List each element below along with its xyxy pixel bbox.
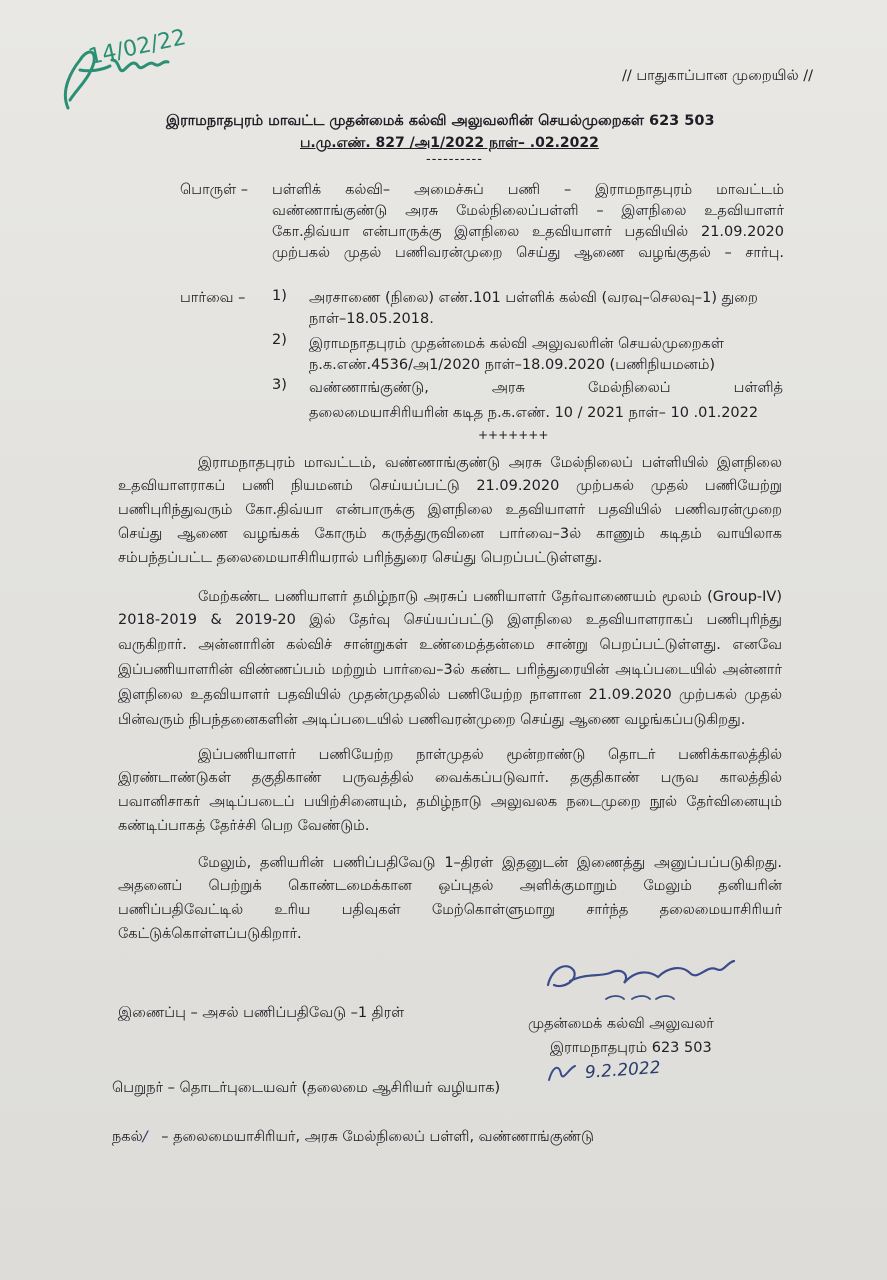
references-separator: +++++++ bbox=[478, 428, 549, 442]
handwritten-date: 9.2.2022 bbox=[584, 1057, 662, 1083]
subject-line: முற்பகல் முதல் பணிவரன்முறை செய்து ஆணை வழங்குதல் – சார்பு. bbox=[272, 245, 784, 261]
paragraph-line: கண்டிப்பாகத் தேர்ச்சி பெற வேண்டும். bbox=[118, 818, 370, 834]
officer-signature bbox=[540, 955, 750, 1015]
paragraph-line: சம்பந்தப்பட்ட தலைமையாசிரியரால் பரிந்துரை செய்து பெறப்பட்டுள்ளது. bbox=[118, 550, 603, 566]
paragraph-line: பணிப்பதிவேட்டில் உரிய பதிவுகள் மேற்கொள்ளுமாறு சார்ந்த தலைமையாசிரியர் bbox=[118, 902, 782, 918]
reference-1-line-1: அரசாணை (நிலை) எண்.101 பள்ளிக் கல்வி (வரவு–செலவு–1) துறை bbox=[309, 290, 758, 306]
reference-2-line-1: இராமநாதபுரம் முதன்மைக் கல்வி அலுவலரின் செயல்முறைகள் bbox=[309, 336, 724, 352]
reference-3-number: 3) bbox=[272, 377, 287, 393]
paragraph-line: 2018-2019 & 2019-20 இல் தேர்வு செய்யப்பட்டு இளநிலை உதவியாளராகப் பணிபுரிந்து bbox=[118, 612, 782, 628]
copy-to-line bbox=[112, 1127, 594, 1147]
reference-3-line-1: வண்ணாங்குண்டு, அரசு மேல்நிலைப் பள்ளித் bbox=[309, 380, 783, 396]
paragraph-line: உதவியாளராகப் பணி நியமனம் செய்யப்பட்டு 21.09.2020 முற்பகல் முதல் பணியேற்று bbox=[118, 478, 782, 494]
handwritten-date-mark bbox=[545, 1058, 585, 1088]
subject-line: பள்ளிக் கல்வி– அமைச்சுப் பணி – இராமநாதபுரம் மாவட்டம் bbox=[272, 182, 784, 198]
reference-1-number: 1) bbox=[272, 288, 287, 304]
enclosure-note: இணைப்பு – அசல் பணிப்பதிவேடு –1 திரள் bbox=[118, 1005, 405, 1021]
header-rule: ---------- bbox=[426, 152, 483, 167]
references-label: பார்வை – bbox=[180, 290, 246, 306]
handwritten-initial-signature bbox=[50, 25, 189, 130]
reference-number: ப.மு.எண். 827 /அ1/2022 நாள்– .02.2022 bbox=[300, 135, 599, 151]
paragraph-line: மேலும், தனியரின் பணிப்பதிவேடு 1–திரள் இதனுடன் இணைத்து அனுப்பப்படுகிறது. bbox=[198, 855, 782, 871]
subject-block bbox=[272, 180, 784, 263]
reference-3-line-2: தலைமையாசிரியரின் கடித ந.க.எண். 10 / 2021 நாள்– 10 .01.2022 bbox=[309, 405, 759, 421]
paragraph-line: மேற்கண்ட பணியாளர் தமிழ்நாடு அரசுப் பணியாளர் தேர்வாணையம் மூலம் (Group-IV) bbox=[198, 589, 782, 605]
paragraph-line: இளநிலை உதவியாளர் பதவியில் முதன்முதலில் பணியேற்ற நாளான 21.09.2020 முற்பகல் முதல் bbox=[118, 687, 782, 703]
reference-3-block bbox=[309, 378, 783, 398]
copy-tick-mark: / bbox=[142, 1129, 148, 1145]
paragraph-line: இப்பணியாளர் பணியேற்ற நாள்முதல் மூன்றாண்டு தொடர் பணிக்காலத்தில் bbox=[198, 747, 782, 763]
reference-2-number: 2) bbox=[272, 332, 287, 348]
office-title: இராமநாதபுரம் மாவட்ட முதன்மைக் கல்வி அலுவலரின் செயல்முறைகள் 623 503 bbox=[166, 113, 715, 129]
security-note: // பாதுகாப்பான முறையில் // bbox=[622, 68, 813, 84]
paragraph-4 bbox=[118, 852, 782, 946]
paragraph-line: இரண்டாண்டுகள் தகுதிகாண் பருவத்தில் வைக்கப்படுவார். தகுதிகாண் பருவ காலத்தில் bbox=[118, 770, 782, 786]
recipient-line: பெறுநர் – தொடர்புடையவர் (தலைமை ஆசிரியர் வழியாக) bbox=[112, 1080, 501, 1096]
paragraph-line: அதனைப் பெற்றுக் கொண்டமைக்கான ஒப்புதல் அளிக்குமாறும் மேலும் தனியரின் bbox=[118, 878, 782, 894]
signatory-title: முதன்மைக் கல்வி அலுவலர் bbox=[528, 1016, 714, 1032]
paragraph-line: இராமநாதபுரம் மாவட்டம், வண்ணாங்குண்டு அரசு மேல்நிலைப் பள்ளியில் இளநிலை bbox=[198, 455, 782, 471]
subject-label: பொருள் – bbox=[180, 182, 249, 198]
paragraph-line: பணிபுரிந்துவரும் கோ.திவ்யா என்பாருக்கு இளநிலை உதவியாளர் பதவியில் பணிவரன்முறை bbox=[118, 502, 782, 518]
signatory-place: இராமநாதபுரம் 623 503 bbox=[550, 1040, 712, 1056]
paragraph-line: வருகிறார். அன்னாரின் கல்விச் சான்றுகள் உண்மைத்தன்மை சான்று பெறப்பட்டுள்ளது. எனவே bbox=[118, 637, 782, 653]
paragraph-2 bbox=[118, 586, 782, 733]
paragraph-line: இப்பணியாளரின் விண்ணப்பம் மற்றும் பார்வை–3ல் கண்ட பரிந்துரையின் அடிப்படையில் அன்னார் bbox=[118, 662, 782, 678]
copy-to-text: – தலைமையாசிரியர், அரசு மேல்நிலைப் பள்ளி, வண்ணாங்குண்டு bbox=[156, 1129, 594, 1145]
initial-date: 14/02/22 bbox=[86, 25, 189, 71]
paragraph-line: பவானிசாகர் அடிப்படைப் பயிற்சினையும், தமிழ்நாடு அலுவலக நடைமுறை நூல் தேர்வினையும் bbox=[118, 794, 782, 810]
reference-2-line-2: ந.க.எண்.4536/அ1/2020 நாள்–18.09.2020 (பணிநியமனம்) bbox=[309, 357, 716, 373]
paragraph-1 bbox=[118, 452, 782, 570]
paragraph-line: செய்து ஆணை வழங்கக் கோரும் கருத்துருவினை பார்வை–3ல் காணும் கடிதம் வாயிலாக bbox=[118, 526, 782, 542]
subject-line: வண்ணாங்குண்டு அரசு மேல்நிலைப்பள்ளி – இளநிலை உதவியாளர் bbox=[272, 203, 784, 219]
copy-to-prefix: நகல் bbox=[112, 1129, 143, 1145]
subject-line: கோ.திவ்யா என்பாருக்கு இளநிலை உதவியாளர் பதவியில் 21.09.2020 bbox=[272, 224, 784, 240]
paragraph-3 bbox=[118, 744, 782, 838]
paragraph-line: பின்வரும் நிபந்தனைகளின் அடிப்படையில் பணிவரன்முறை செய்து ஆணை வழங்கப்படுகிறது. bbox=[118, 712, 746, 728]
paragraph-line: கேட்டுக்கொள்ளப்படுகிறார். bbox=[118, 926, 302, 942]
reference-1-line-2: நாள்–18.05.2018. bbox=[309, 311, 434, 327]
